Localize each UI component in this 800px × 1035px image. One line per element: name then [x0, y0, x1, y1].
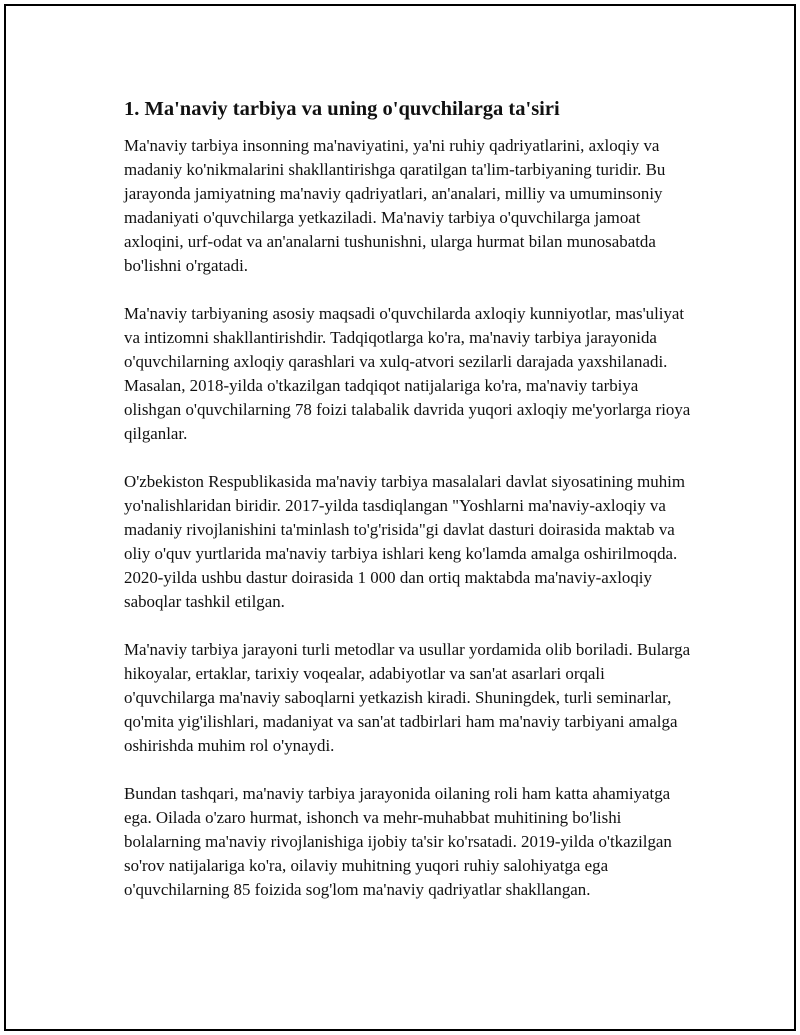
section-heading: 1. Ma'naviy tarbiya va uning o'quvchilarga ta'siri — [124, 98, 560, 120]
paragraph-1: Ma'naviy tarbiya insonning ma'naviyatini, ya'ni ruhiy qadriyatlarini, axloqiy va madaniy ko'nikmalarini shakllantirishga qaratilgan ta'lim-tarbiyaning turidir. Bu jarayonda jamiyatning ma'naviy qadriyatlari, an'analari, milliy va umuminsoniy madaniyati o'quvchilarga yetkaziladi. Ma'naviy tarbiya o'quvchilarga jamoat axloqini, urf-odat va an'analarni tushunishni, ularga hurmat bilan munosabatda bo'lishni o'rgatadi. — [124, 136, 666, 275]
paragraph-4: Ma'naviy tarbiya jarayoni turli metodlar va usullar yordamida olib boriladi. Bularga hikoyalar, ertaklar, tarixiy voqealar, adabiyotlar va san'at asarlari orqali o'quvchilarga ma'naviy saboqlarni yetkazish kiradi. Shuningdek, turli seminarlar, qo'mita yig'ilishlari, madaniyat va san'at tadbirlari ham ma'naviy tarbiyani amalga oshirishda muhim rol o'ynaydi. — [124, 640, 691, 755]
paragraph-5: Bundan tashqari, ma'naviy tarbiya jarayonida oilaning roli ham katta ahamiyatga ega. Oilada o'zaro hurmat, ishonch va mehr-muhabbat muhitining bo'lishi bolalarning ma'naviy rivojlanishiga ijobiy ta'sir ko'rsatadi. 2019-yilda o'tkazilgan so'rov natijalariga ko'ra, oilaviy muhitning yuqori ruhiy salohiyatga ega o'quvchilarning 85 foizida sog'lom ma'naviy qadriyatlar shakllangan. — [124, 784, 672, 899]
paragraph-2: Ma'naviy tarbiyaning asosiy maqsadi o'quvchilarda axloqiy kunniyotlar, mas'uliyat va intizomni shakllantirishdir. Tadqiqotlarga ko'ra, ma'naviy tarbiya jarayonida o'quvchilarning axloqiy qarashlari va xulq-atvori sezilarli darajada yaxshilanadi. Masalan, 2018-yilda o'tkazilgan tadqiqot natijalariga ko'ra, ma'naviy tarbiya olishgan o'quvchilarning 78 foizi talabalik davrida yuqori axloqiy me'yorlarga rioya qilganlar. — [124, 304, 691, 443]
document-body — [120, 96, 692, 926]
page-border — [4, 4, 796, 1031]
paragraph-3: O'zbekiston Respublikasida ma'naviy tarbiya masalalari davlat siyosatining muhim yo'nalishlaridan biridir. 2017-yilda tasdiqlangan "Yoshlarni ma'naviy-axloqiy va madaniy rivojlanishini ta'minlash to'g'risida"gi davlat dasturi doirasida maktab va oliy o'quv yurtlarida ma'naviy tarbiya ishlari keng ko'lamda amalga oshirilmoqda. 2020-yilda ushbu dastur doirasida 1 000 dan ortiq maktabda ma'naviy-axloqiy saboqlar tashkil etilgan. — [124, 472, 686, 611]
